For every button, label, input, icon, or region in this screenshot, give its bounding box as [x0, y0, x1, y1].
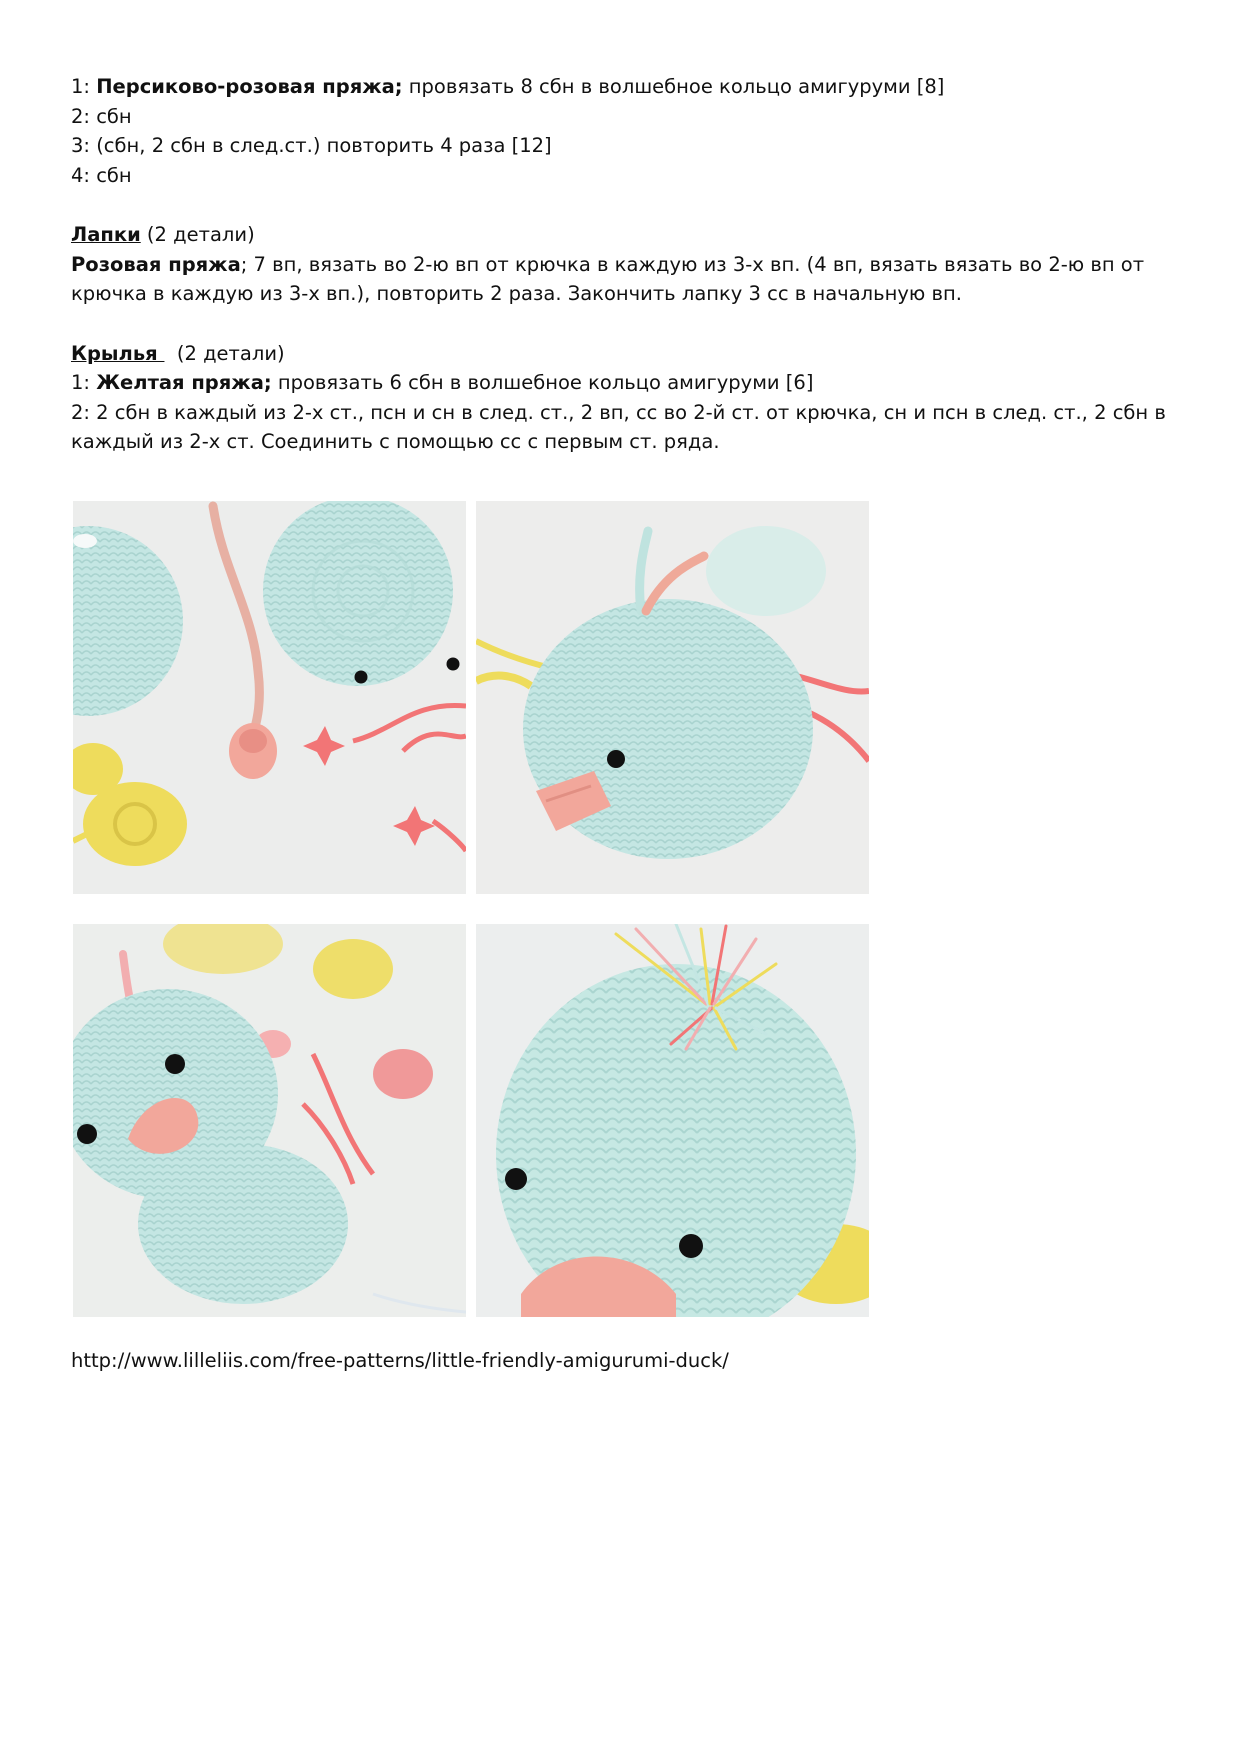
section-count: (2 детали): [164, 341, 285, 365]
row-number: 2:: [71, 104, 90, 128]
row-3: [71, 131, 1181, 161]
photo-parts-layout: [73, 501, 466, 894]
wings-heading: [71, 339, 1181, 369]
yarn-name: Желтая пряжа;: [96, 371, 272, 394]
wings-row-2-line-2: каждый из 2-х ст. Соединить с помощью сс с первым ст. ряда.: [71, 430, 720, 453]
row-instruction: сбн: [96, 104, 132, 128]
pattern-text: [71, 72, 1181, 457]
row-2: [71, 102, 1181, 132]
row-instruction: сбн: [96, 163, 132, 187]
row-number: 1:: [71, 371, 90, 394]
feet-instruction: ; 7 вп, вязать во 2-ю вп от крючка в каждую из 3-х вп. (4 вп, вязать вязать во 2-ю вп от: [240, 252, 1145, 276]
yarn-name: Розовая пряжа: [71, 252, 241, 276]
photo-head-with-beak: [476, 501, 869, 894]
row-number: 1:: [71, 75, 90, 98]
photo-head-closeup: [476, 924, 869, 1317]
row-1: [71, 72, 1181, 102]
row-instruction: провязать 8 сбн в волшебное кольцо амигуруми [8]: [402, 75, 945, 98]
source-link[interactable]: http://www.lilleliis.com/free-patterns/little-friendly-amigurumi-duck/: [71, 1349, 729, 1372]
feet-instruction-line-1: [71, 250, 1181, 280]
row-number: 3:: [71, 134, 90, 157]
section-title: Лапки: [71, 223, 141, 246]
row-instruction: (сбн, 2 сбн в след.ст.) повторить 4 раза [12]: [96, 134, 552, 157]
section-title: Крылья: [71, 341, 165, 365]
feet-heading: [71, 220, 1181, 250]
photo-head-and-body: [73, 924, 466, 1317]
yarn-name: Персиково-розовая пряжа;: [96, 75, 403, 98]
section-count: (2 детали): [140, 223, 255, 246]
row-number: 4:: [71, 163, 90, 187]
feet-instruction-line-2: крючка в каждую из 3-х вп.), повторить 2 раза. Закончить лапку 3 сс в начальную вп.: [71, 282, 962, 305]
row-instruction: провязать 6 сбн в волшебное кольцо амигуруми [6]: [271, 371, 814, 394]
wings-row-1: [71, 368, 1181, 398]
wings-row-2-line-1: 2: 2 сбн в каждый из 2-х ст., псн и сн в след. ст., 2 вп, сс во 2-й ст. от крючка, сн и псн в след. ст., 2 сбн в: [71, 400, 1166, 424]
row-4: [71, 161, 1181, 191]
